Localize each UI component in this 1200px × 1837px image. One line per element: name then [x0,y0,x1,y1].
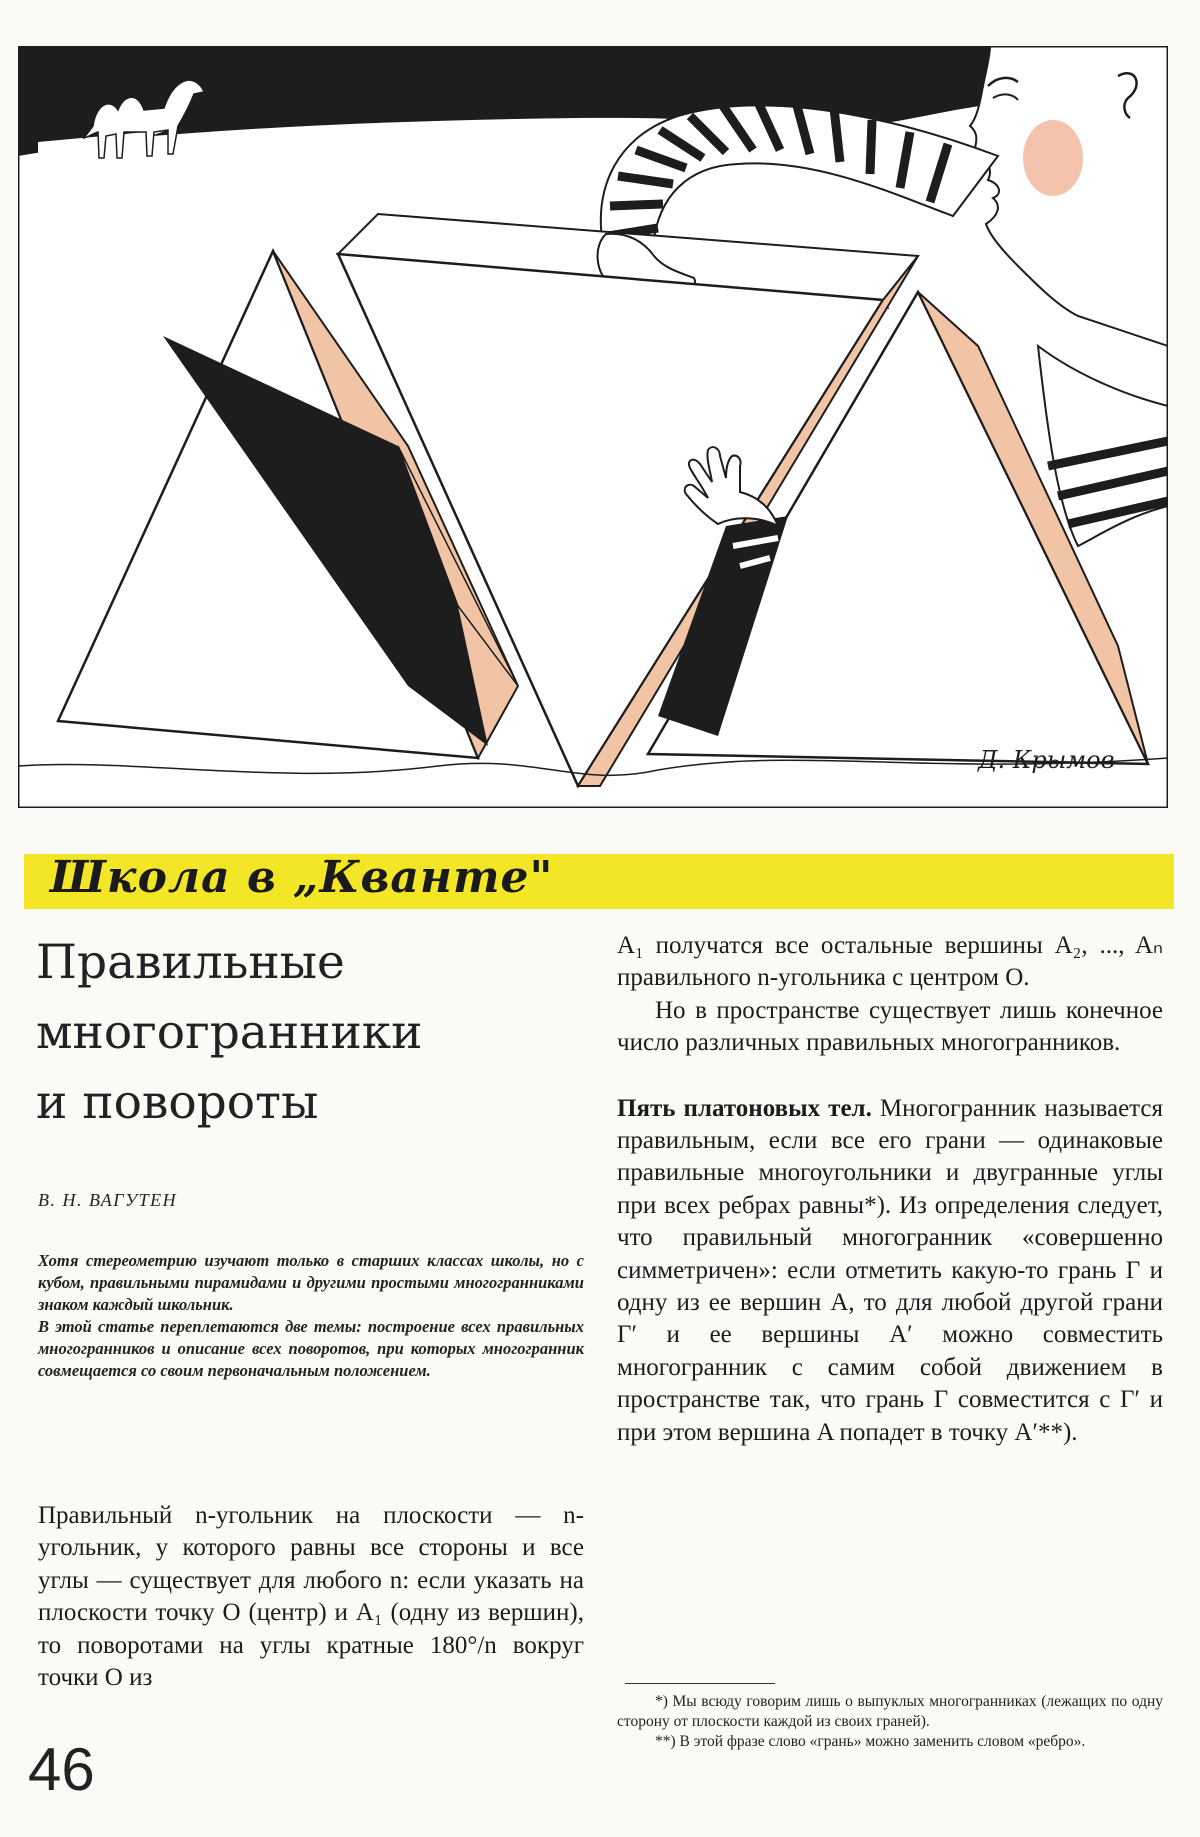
title-line: многогранники [36,1005,423,1060]
footnotes [617,1692,1163,1752]
footnote-divider [625,1683,775,1684]
rubric-banner [24,854,1174,909]
footnote: **) В этой фразе слово «грань» можно заменить словом «ребро». [655,1733,1086,1750]
footnote: *) Мы всюду говорим лишь о выпуклых многогранниках (лежащих по одну сторону от плоскости каждой из своих граней). [617,1693,1163,1730]
section-heading: Пять платоновых тел. [617,1094,872,1122]
paragraph: Но в пространстве существует лишь конечное число различных правильных многогранников. [617,996,1163,1057]
article-title [36,928,576,1138]
author: В. Н. ВАГУТЕН [38,1190,178,1210]
intro-text: Правильный n-угольник на плоскости — n-угольник, у которого равны все стороны и все углы — существует для любого n: если указать на плоскости точку O (центр) и A₁ (одну из вершин), то поворотами на углы кратные 180°/n вокруг точки O из [38,1502,584,1692]
section-text: Многогранник называется правильным, если все его грани — одинаковые правильные многоугольники и двугранные углы при всех ребрах равны*). Из определения следует, что правильный многогранник «совершенно симметричен»: если отметить какую-то грань Г и одну из ее вершин A, то для любой другой грани Г′ и ее вершины A′ можно совместить многогранник с самим собой движением в пространстве так, что грань Г совместится с Г′ и при этом вершина A попадет в точку A′**). [617,1094,1163,1446]
illustration [18,46,1168,808]
rubric-title: Школа в „Кванте" [50,852,554,903]
page-number: 46 [28,1736,95,1803]
section-paragraph [617,1093,1163,1449]
right-column [617,930,1163,1449]
abstract-paragraph: Хотя стереометрию изучают только в старших классах школы, но с кубом, правильными пирамидами и другими простыми многогранниками знаком каждый школьник. [38,1251,584,1314]
abstract-paragraph: В этой статье переплетаются две темы: построение всех правильных многогранников и описание всех поворотов, при которых многогранник совмещается со своим первоначальным положением. [38,1317,584,1380]
continuation-text: A₁ получатся все остальные вершины A₂, ..., Aₙ правильного n-угольника с центром O. [617,932,1163,992]
title-line: и повороты [36,1075,319,1130]
intro-paragraph [38,1500,584,1694]
abstract [38,1250,584,1382]
artist-signature: Д. Крымов [978,746,1115,774]
face-cheek [1023,120,1083,196]
title-line: Правильные [36,935,345,990]
